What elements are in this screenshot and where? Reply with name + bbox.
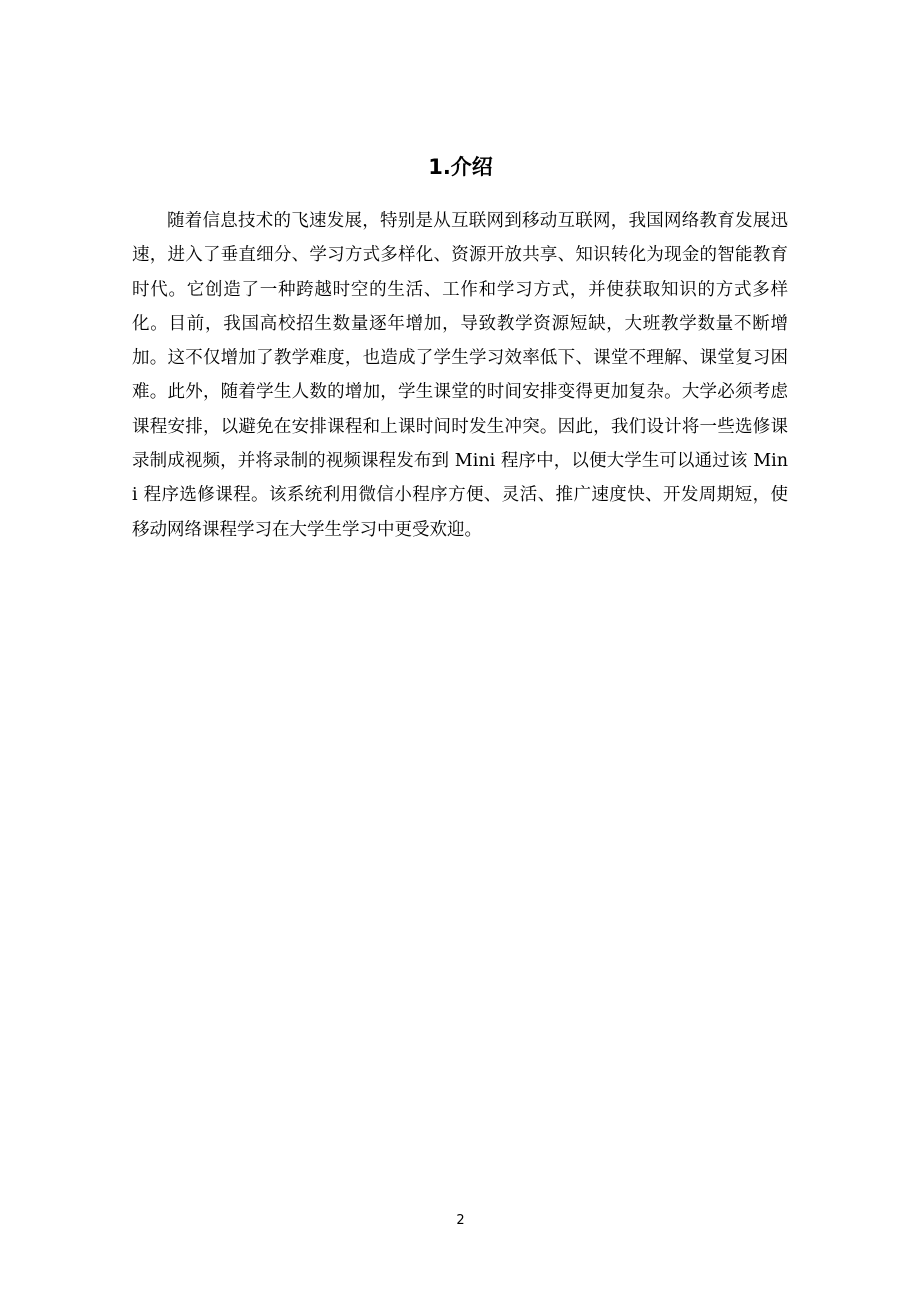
page-number: 2 [456,1213,465,1228]
body-paragraph: 随着信息技术的飞速发展，特别是从互联网到移动互联网，我国网络教育发展迅速，进入了垂直细分、学习方式多样化、资源开放共享、知识转化为现金的智能教育时代。它创造了一种跨越时空的生活、工作和学习方式，并使获取知识的方式多样化。目前，我国高校招生数量逐年增加，导致教学资源短缺，大班教学数量不断增加。这不仅增加了教学难度，也造成了学生学习效率低下、课堂不理解、课堂复习困难。此外，随着学生人数的增加，学生课堂的时间安排变得更加复杂。大学必须考虑课程安排，以避免在安排课程和上课时间时发生冲突。因此，我们设计将一些选修课录制成视频，并将录制的视频课程发布到 Mini 程序中，以便大学生可以通过该 Mini 程序选修课程。该系统利用微信小程序方便、灵活、推广速度快、开发周期短，使移动网络课程学习在大学生学习中更受欢迎。 [132,211,788,540]
section-heading: 1.介绍 [428,155,493,179]
